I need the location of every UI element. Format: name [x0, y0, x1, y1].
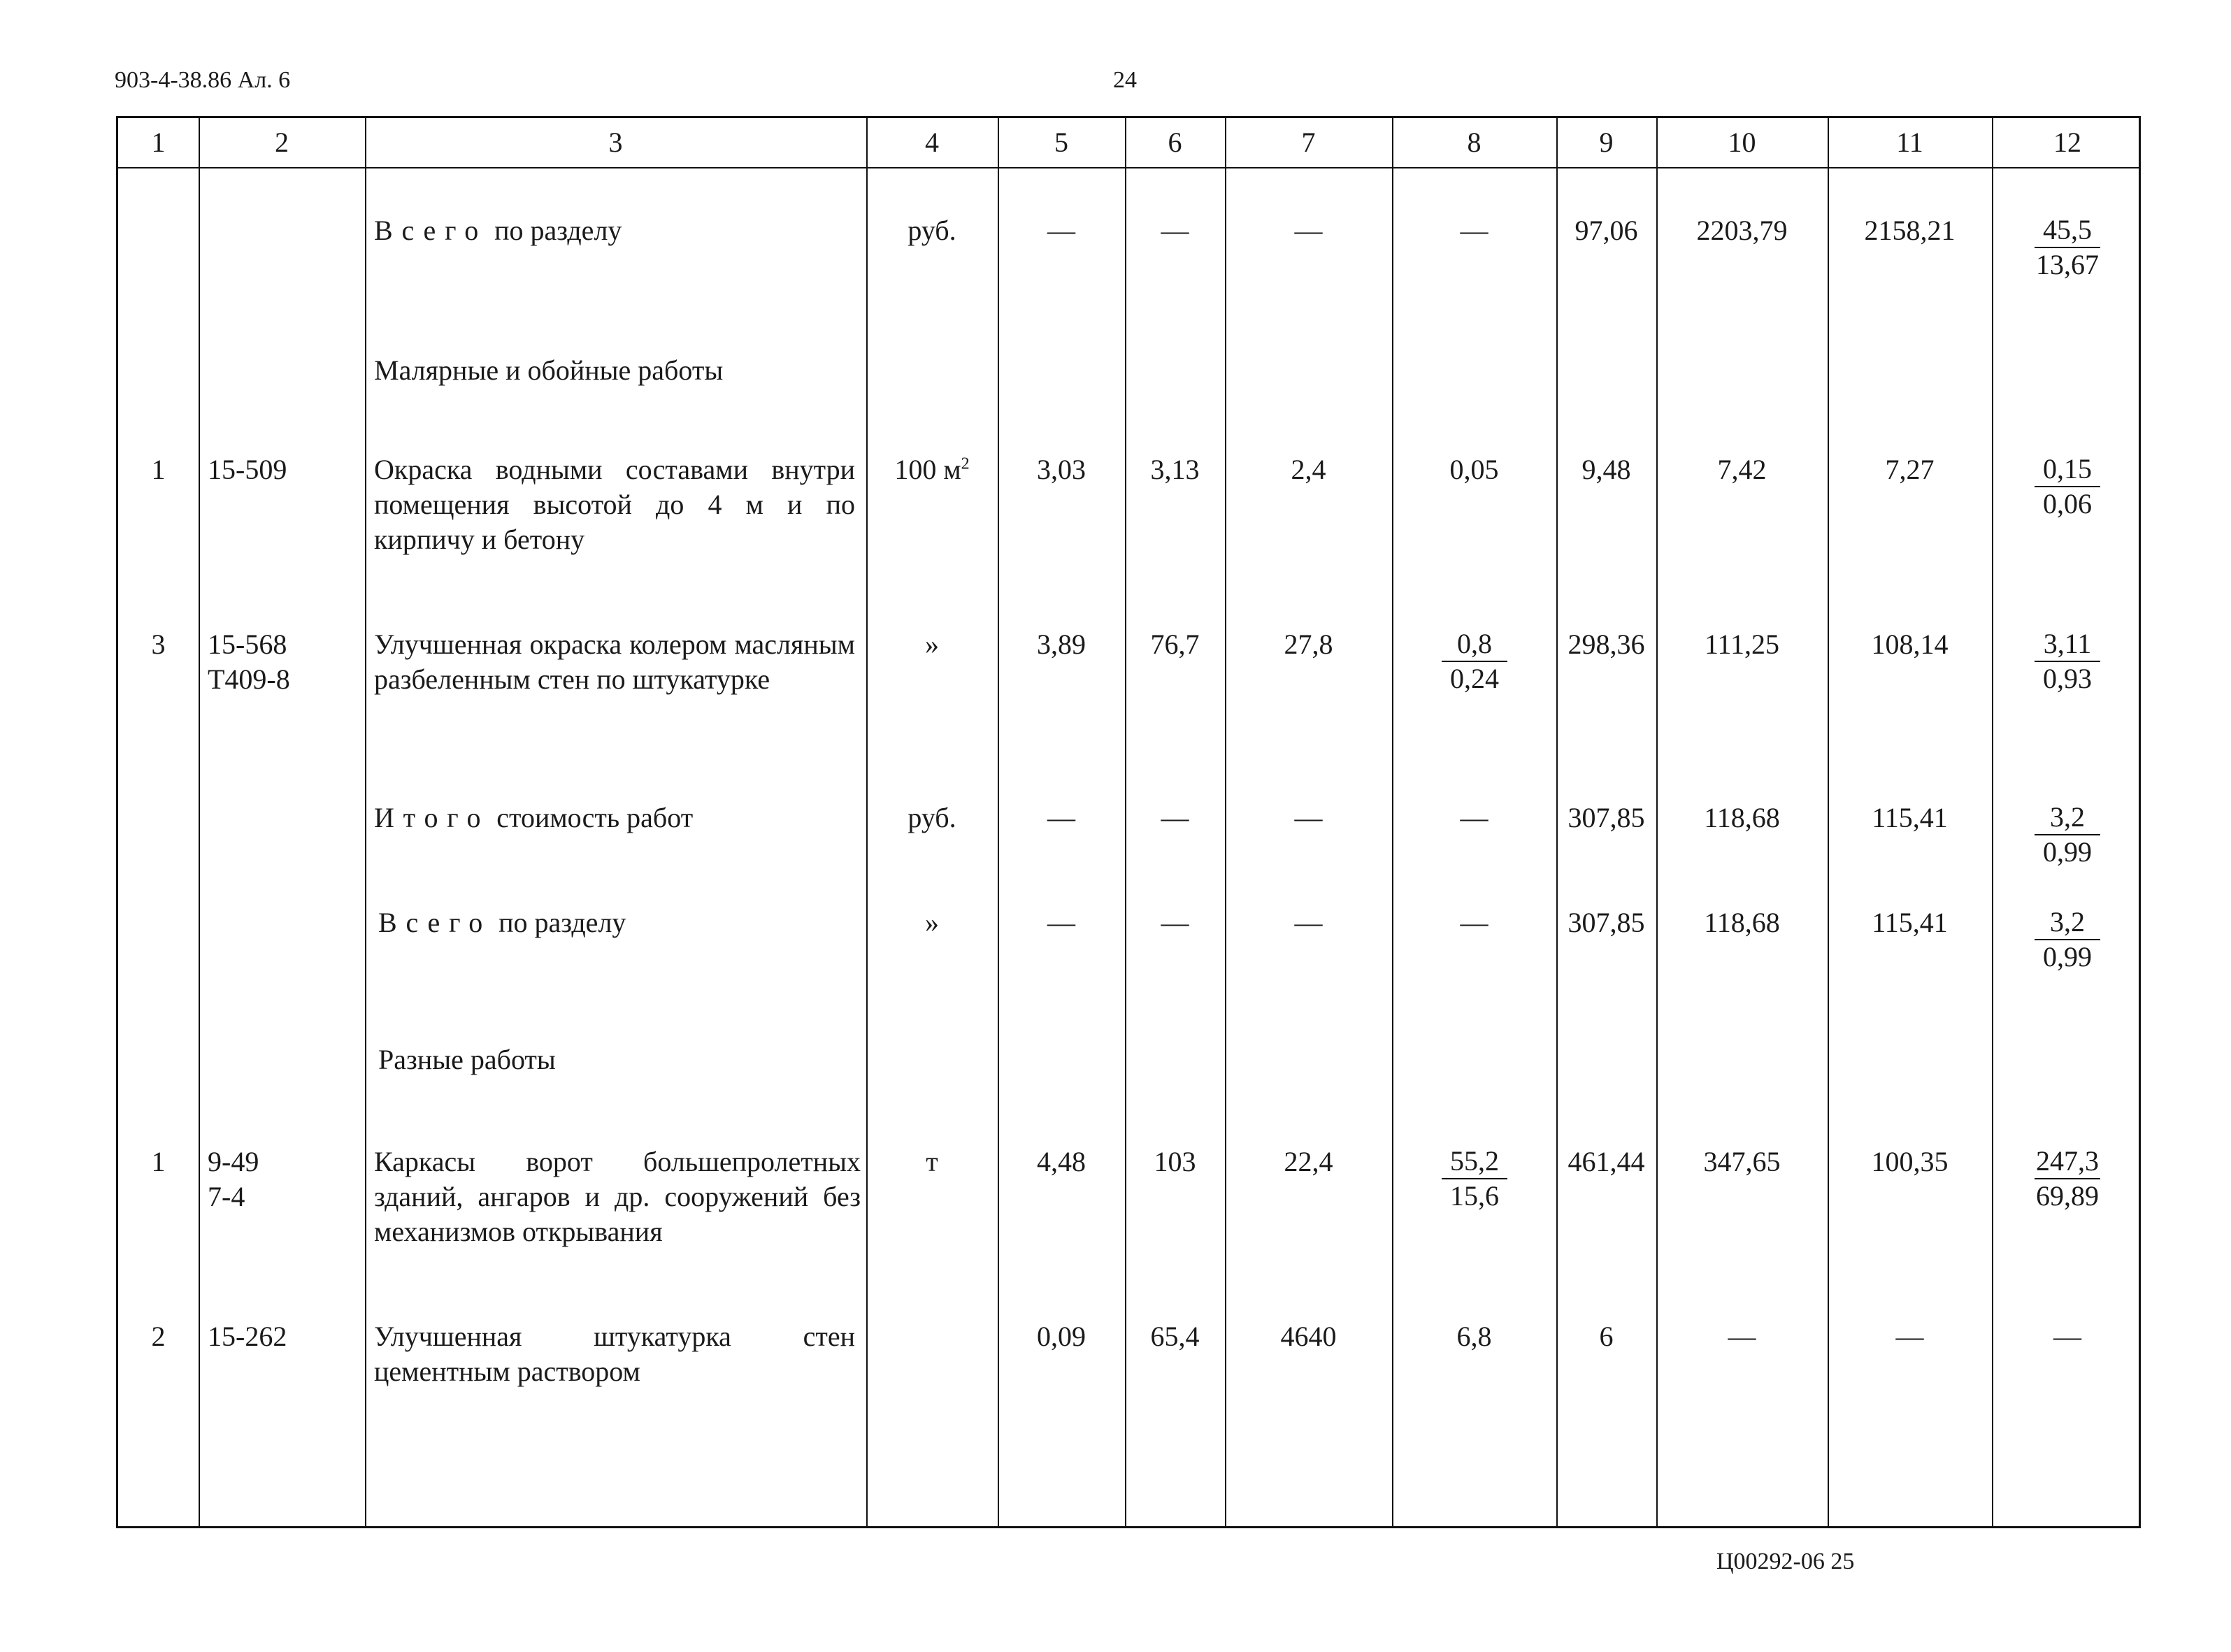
cell-c12-fraction: $\frac{3,11}{0,93}$	[2015, 627, 2120, 696]
col-header-9: 9	[1599, 127, 1614, 158]
cell-name: Улучшенная окраска колером масляным разбеленным стен по штукатурке	[374, 629, 855, 695]
cell-c12-fraction: $\frac{3,2}{0,99}$	[2015, 800, 2120, 869]
cell-num: 1	[151, 454, 166, 485]
cell-c8-fraction: $\frac{0,8}{0,24}$	[1422, 627, 1527, 696]
cell-c6: 103	[1154, 1146, 1196, 1177]
cell-c6: 76,7	[1150, 629, 1200, 660]
cell-c5: 4,48	[1037, 1146, 1086, 1177]
cell-c8: —	[1460, 802, 1488, 833]
cell-c10: 118,68	[1704, 802, 1780, 833]
column-divider	[365, 118, 366, 1526]
page-number: 24	[1113, 67, 1137, 93]
cell-c7: —	[1294, 802, 1323, 833]
cell-c7: 22,4	[1284, 1146, 1333, 1177]
cell-code-2: 7-4	[208, 1181, 245, 1212]
cell-c6: —	[1161, 907, 1189, 938]
cell-c8: 0,05	[1449, 454, 1499, 485]
cell-c7: 27,8	[1284, 629, 1333, 660]
cell-c9: 97,06	[1574, 215, 1638, 246]
cell-c6: 3,13	[1150, 454, 1200, 485]
cell-c6: 65,4	[1150, 1321, 1200, 1352]
cell-c11: 100,35	[1871, 1146, 1949, 1177]
header-divider	[118, 167, 2139, 168]
cell-num: 2	[151, 1321, 166, 1352]
cell-name: Улучшенная штукатурка стен цементным раствором	[374, 1321, 855, 1387]
cell-c11: 115,41	[1872, 907, 1948, 938]
cell-c7: 2,4	[1291, 454, 1326, 485]
col-header-6: 6	[1168, 127, 1182, 158]
cell-c9: 298,36	[1568, 629, 1645, 660]
cell-code: 15-262	[208, 1321, 287, 1352]
column-divider	[199, 118, 200, 1526]
row-name: Всего по разделу	[374, 215, 622, 246]
cell-c9: 6	[1599, 1321, 1614, 1352]
cell-c10: 2203,79	[1696, 215, 1788, 246]
cell-unit: руб.	[908, 215, 956, 246]
cell-unit: т	[926, 1146, 938, 1177]
cell-c5: 0,09	[1037, 1321, 1086, 1352]
cell-c8-fraction: $\frac{55,2}{15,6}$	[1422, 1144, 1527, 1213]
document-code: 903-4-38.86 Ал. 6	[115, 67, 291, 93]
cell-unit: »	[925, 629, 939, 660]
cell-c5: —	[1047, 802, 1075, 833]
cell-c9: 9,48	[1581, 454, 1631, 485]
document-stamp: Ц00292-06 25	[1716, 1549, 1855, 1574]
col-header-8: 8	[1467, 127, 1482, 158]
col-header-12: 12	[2053, 127, 2081, 158]
cell-c10: 111,25	[1704, 629, 1780, 660]
cell-c5: 3,89	[1037, 629, 1086, 660]
col-header-3: 3	[608, 127, 623, 158]
cell-c8: —	[1460, 907, 1488, 938]
cell-c9: 307,85	[1568, 802, 1645, 833]
cell-c5: 3,03	[1037, 454, 1086, 485]
cell-code: 15-509	[208, 454, 287, 485]
col-header-11: 11	[1896, 127, 1923, 158]
cell-c12-fraction: $\frac{0,15}{0,06}$	[2015, 452, 2120, 521]
cell-c12-fraction: $\frac{247,3}{69,89}$	[2036, 1145, 2099, 1212]
cell-c5: —	[1047, 907, 1075, 938]
cell-c10: 7,42	[1717, 454, 1767, 485]
estimate-table	[116, 116, 2141, 1528]
cell-c6: —	[1161, 802, 1189, 833]
column-divider	[1992, 118, 1993, 1526]
cell-unit: 100 $м^2$	[894, 454, 970, 485]
cell-code-1: 15-568	[208, 629, 287, 660]
cell-c6: —	[1161, 215, 1189, 246]
cell-name: Окраска водными составами внутри помещения высотой до 4 м и по кирпичу и бетону	[374, 454, 855, 555]
cell-c7: —	[1294, 907, 1323, 938]
col-header-10: 10	[1728, 127, 1756, 158]
row-name: Итого стоимость работ	[374, 802, 694, 833]
row-name: Всего по разделу	[378, 907, 626, 938]
cell-num: 1	[151, 1146, 166, 1177]
cell-code-1: 9-49	[208, 1146, 259, 1177]
cell-c9: 307,85	[1568, 907, 1645, 938]
col-header-7: 7	[1301, 127, 1316, 158]
cell-code-2: Т409-8	[208, 663, 290, 695]
cell-c7: —	[1294, 215, 1323, 246]
cell-c11: 108,14	[1871, 629, 1949, 660]
cell-c9: 461,44	[1568, 1146, 1645, 1177]
cell-c12-fraction: $\frac{3,2}{0,99}$	[2015, 905, 2120, 974]
cell-c8: 6,8	[1456, 1321, 1492, 1352]
cell-unit: »	[925, 907, 939, 938]
col-header-1: 1	[151, 127, 166, 158]
col-header-5: 5	[1054, 127, 1068, 158]
col-header-4: 4	[925, 127, 939, 158]
cell-c10: 118,68	[1704, 907, 1780, 938]
section-heading-misc: Разные работы	[378, 1044, 556, 1075]
cell-c11: —	[1895, 1321, 1924, 1352]
cell-c11: 2158,21	[1864, 215, 1956, 246]
cell-c7: 4640	[1280, 1321, 1337, 1352]
cell-c5: —	[1047, 215, 1075, 246]
cell-unit: руб.	[908, 802, 956, 833]
cell-c11: 115,41	[1872, 802, 1948, 833]
cell-c12: —	[2053, 1321, 2081, 1352]
col-header-2: 2	[275, 127, 289, 158]
cell-c12-fraction: $\frac{45,5}{13,67}$	[2036, 214, 2099, 280]
cell-num: 3	[151, 629, 166, 660]
cell-c11: 7,27	[1885, 454, 1935, 485]
cell-c8: —	[1460, 215, 1488, 246]
cell-c10: 347,65	[1703, 1146, 1781, 1177]
cell-name: Каркасы ворот большепролетных зданий, ангаров и др. сооружений без механизмов открывания	[374, 1146, 861, 1247]
section-heading-painting: Малярные и обойные работы	[374, 354, 724, 386]
cell-c10: —	[1728, 1321, 1756, 1352]
